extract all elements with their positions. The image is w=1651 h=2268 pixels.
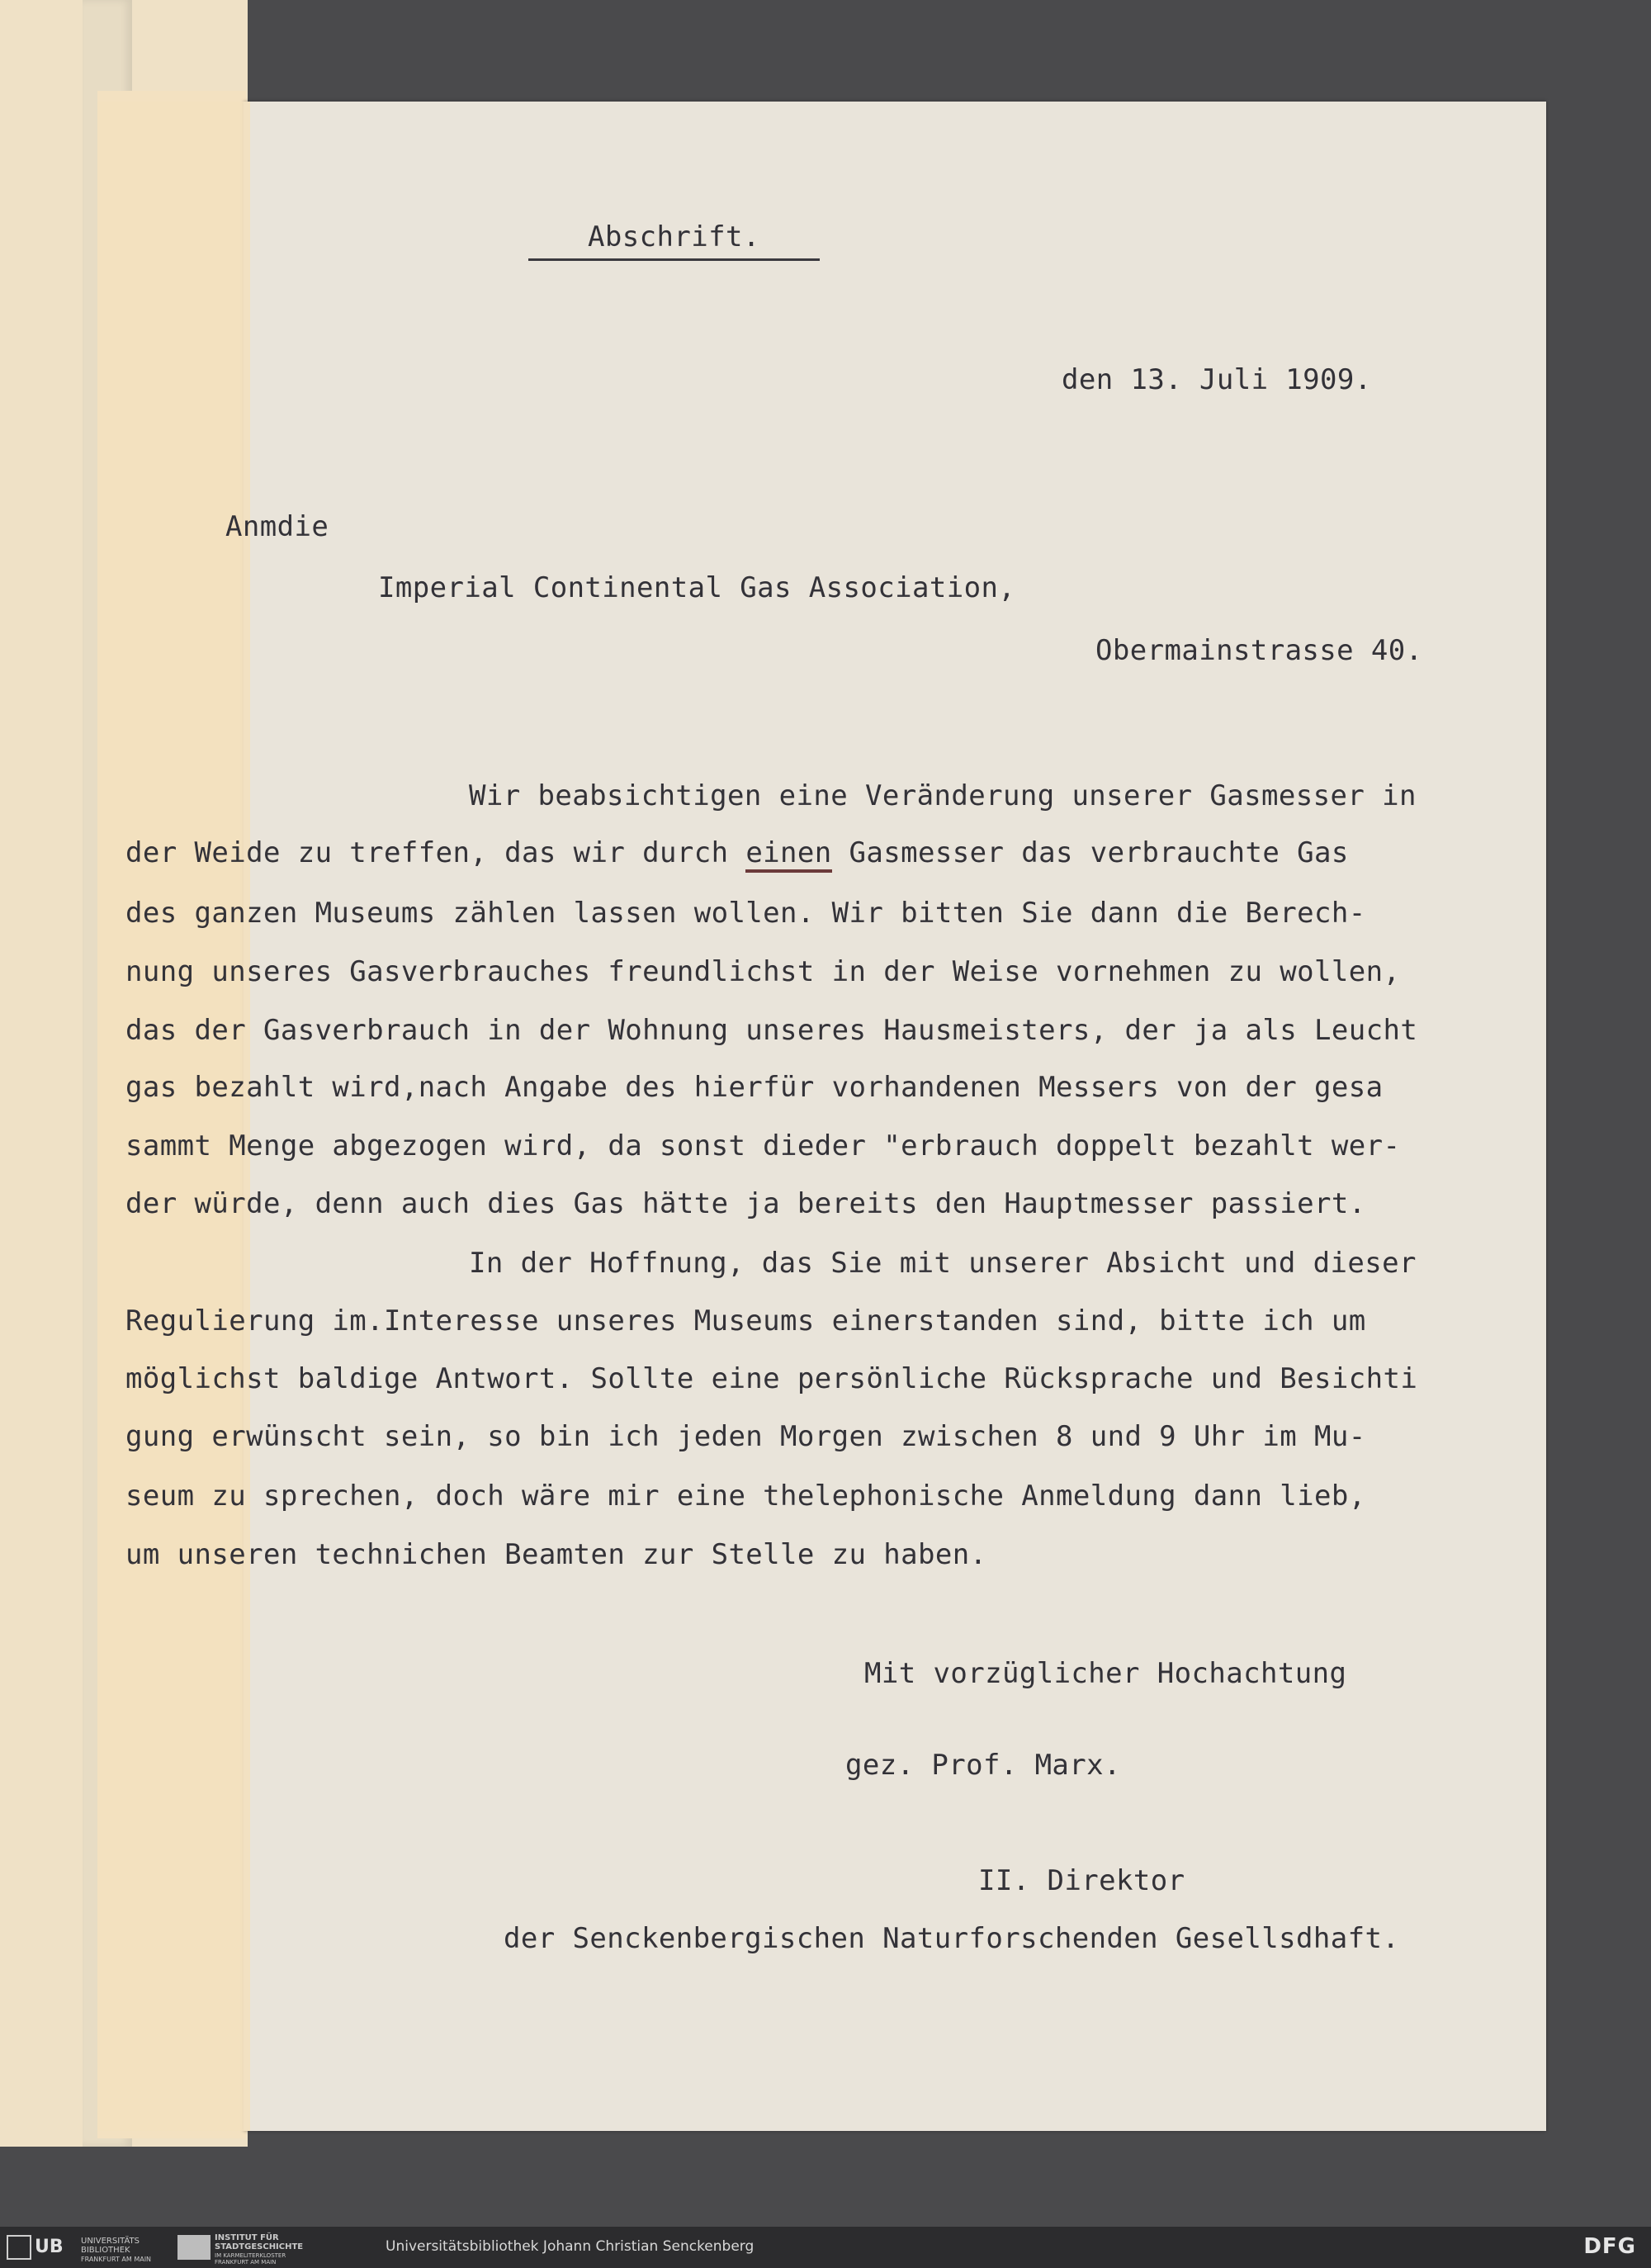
letter-date: den 13. Juli 1909. bbox=[1062, 363, 1372, 396]
isg-logo-icon bbox=[177, 2235, 211, 2260]
paragraph1-line8: der würde, denn auch dies Gas hätte ja bereits den Hauptmesser passiert. bbox=[125, 1187, 1366, 1220]
ub-name-line1: UNIVERSITÄTS bbox=[81, 2237, 140, 2246]
paragraph2-line2: Regulierung im.Interesse unseres Museums einerstanden sind, bitte ich um bbox=[125, 1304, 1366, 1338]
paragraph2-line6: um unseren technichen Beamten zur Stelle zu haben. bbox=[125, 1538, 987, 1571]
dfg-logo: DFG bbox=[1583, 2234, 1636, 2259]
paragraph1-line3: des ganzen Museums zählen lassen wollen. Wir bitten Sie dann die Berech- bbox=[125, 897, 1366, 930]
recipient-street: Obermainstrasse 40. bbox=[1095, 634, 1423, 667]
paragraph2-line3: möglichst baldige Antwort. Sollte eine persönliche Rücksprache und Besichti bbox=[125, 1362, 1418, 1395]
paragraph1-line2-end: Gasmesser das verbrauchte Gas bbox=[831, 836, 1349, 869]
recipient-organization: Imperial Continental Gas Association, bbox=[378, 571, 1016, 604]
isg-name-line2: STADTGESCHICHTE bbox=[215, 2242, 304, 2251]
letter-sheet bbox=[244, 102, 1546, 2131]
paragraph1-line4: nung unseres Gasverbrauches freundlichst in der Weise vornehmen zu wollen, bbox=[125, 955, 1401, 988]
recipient-salutation: Anmdie bbox=[225, 510, 329, 543]
paragraph2-line1: In der Hoffnung, das Sie mit unserer Absicht und dieser bbox=[469, 1247, 1417, 1280]
ub-logo-icon bbox=[7, 2235, 31, 2260]
ub-name-line2: BIBLIOTHEK bbox=[81, 2246, 130, 2255]
paragraph2-line5: seum zu sprechen, doch wäre mir eine thelephonische Anmeldung dann lieb, bbox=[125, 1480, 1366, 1513]
paragraph2-line4: gung erwünscht sein, so bin ich jeden Morgen zwischen 8 und 9 Uhr im Mu- bbox=[125, 1420, 1366, 1453]
isg-name-line4: FRANKFURT AM MAIN bbox=[215, 2259, 277, 2266]
letter-heading: Abschrift. bbox=[528, 220, 820, 261]
overlapping-paper-strip bbox=[97, 102, 250, 2131]
paragraph1-line1: Wir beabsichtigen eine Veränderung unserer Gasmesser in bbox=[469, 779, 1417, 812]
ub-logo bbox=[7, 2235, 79, 2260]
isg-name-line3: IM KARMELITERKLOSTER bbox=[215, 2252, 286, 2259]
underlined-word: einen bbox=[745, 836, 831, 873]
isg-name-line1: INSTITUT FÜR bbox=[215, 2233, 279, 2242]
footer-bar bbox=[0, 2227, 1651, 2268]
library-name: Universitätsbibliothek Johann Christian Senckenberg bbox=[386, 2238, 755, 2255]
signer-title: II. Direktor bbox=[978, 1864, 1185, 1897]
paragraph1-line5: das der Gasverbrauch in der Wohnung unseres Hausmeisters, der ja als Leucht bbox=[125, 1014, 1418, 1047]
paragraph1-line2-start: der Weide zu treffen, das wir durch bbox=[125, 836, 746, 869]
ub-logo-text: UB bbox=[35, 2237, 64, 2257]
ub-name-line3: FRANKFURT AM MAIN bbox=[81, 2256, 152, 2263]
signature: gez. Prof. Marx. bbox=[845, 1749, 1121, 1782]
paragraph1-line2 bbox=[125, 836, 1349, 869]
paragraph1-line6: gas bezahlt wird,nach Angabe des hierfür vorhandenen Messers von der gesa bbox=[125, 1071, 1384, 1104]
signer-institution: der Senckenbergischen Naturforschenden Gesellsdhaft. bbox=[504, 1922, 1400, 1955]
closing-formula: Mit vorzüglicher Hochachtung bbox=[864, 1657, 1347, 1690]
paragraph1-line7: sammt Menge abgezogen wird, da sonst dieder "erbrauch doppelt bezahlt wer- bbox=[125, 1129, 1401, 1162]
